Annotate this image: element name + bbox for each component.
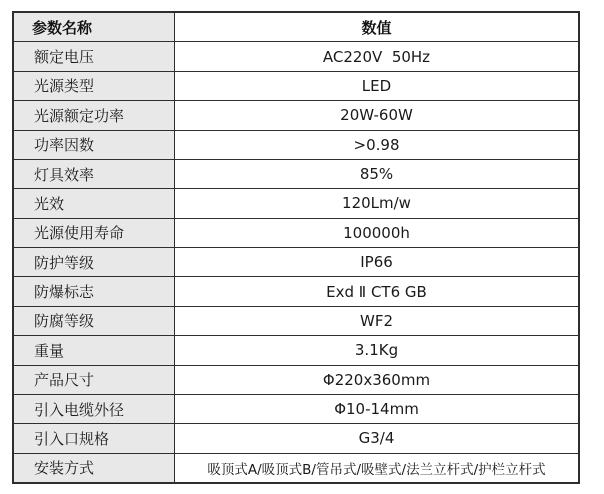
- spec-table: [12, 11, 580, 484]
- param-value-cell: Φ10-14mm: [175, 395, 578, 423]
- param-label-cell: 功率因数: [14, 131, 175, 159]
- table-row: [14, 188, 578, 217]
- param-value-cell: 85%: [175, 160, 578, 188]
- table-row: [14, 306, 578, 335]
- table-row: [14, 71, 578, 100]
- table-row: [14, 159, 578, 188]
- table-row: [14, 276, 578, 305]
- param-value-cell: 100000h: [175, 219, 578, 247]
- param-value-cell: G3/4: [175, 424, 578, 452]
- param-value-cell: 3.1Kg: [175, 336, 578, 364]
- table-header-row: [14, 13, 578, 41]
- table-row: [14, 218, 578, 247]
- param-value-cell: AC220V 50Hz: [175, 42, 578, 70]
- param-value-cell: Exd Ⅱ CT6 GB: [175, 277, 578, 305]
- header-value: 数值: [175, 13, 578, 41]
- param-value-cell: WF2: [175, 307, 578, 335]
- table-row: [14, 394, 578, 423]
- table-row: [14, 335, 578, 364]
- param-label-cell: 光源使用寿命: [14, 219, 175, 247]
- param-label-cell: 防护等级: [14, 248, 175, 276]
- param-value-cell: 20W-60W: [175, 101, 578, 129]
- param-label-cell: 灯具效率: [14, 160, 175, 188]
- param-label-cell: 防腐等级: [14, 307, 175, 335]
- param-value-cell: IP66: [175, 248, 578, 276]
- table-row: [14, 130, 578, 159]
- param-value-cell: 吸顶式A/吸顶式B/管吊式/吸壁式/法兰立杆式/护栏立杆式: [175, 454, 578, 482]
- table-row: [14, 423, 578, 452]
- param-value-cell: Φ220x360mm: [175, 366, 578, 394]
- param-value-cell: 120Lm/w: [175, 189, 578, 217]
- param-label-cell: 安装方式: [14, 454, 175, 482]
- param-label-cell: 额定电压: [14, 42, 175, 70]
- table-row: [14, 365, 578, 394]
- param-label-cell: 引入口规格: [14, 424, 175, 452]
- table-row: [14, 41, 578, 70]
- table-row: [14, 247, 578, 276]
- param-label-cell: 光源额定功率: [14, 101, 175, 129]
- param-label-cell: 产品尺寸: [14, 366, 175, 394]
- param-label-cell: 光效: [14, 189, 175, 217]
- param-label-cell: 引入电缆外径: [14, 395, 175, 423]
- param-label-cell: 光源类型: [14, 72, 175, 100]
- table-row: [14, 453, 578, 482]
- table-row: [14, 100, 578, 129]
- param-value-cell: >0.98: [175, 131, 578, 159]
- param-label-cell: 重量: [14, 336, 175, 364]
- param-value-cell: LED: [175, 72, 578, 100]
- header-param-name: 参数名称: [14, 13, 175, 41]
- param-label-cell: 防爆标志: [14, 277, 175, 305]
